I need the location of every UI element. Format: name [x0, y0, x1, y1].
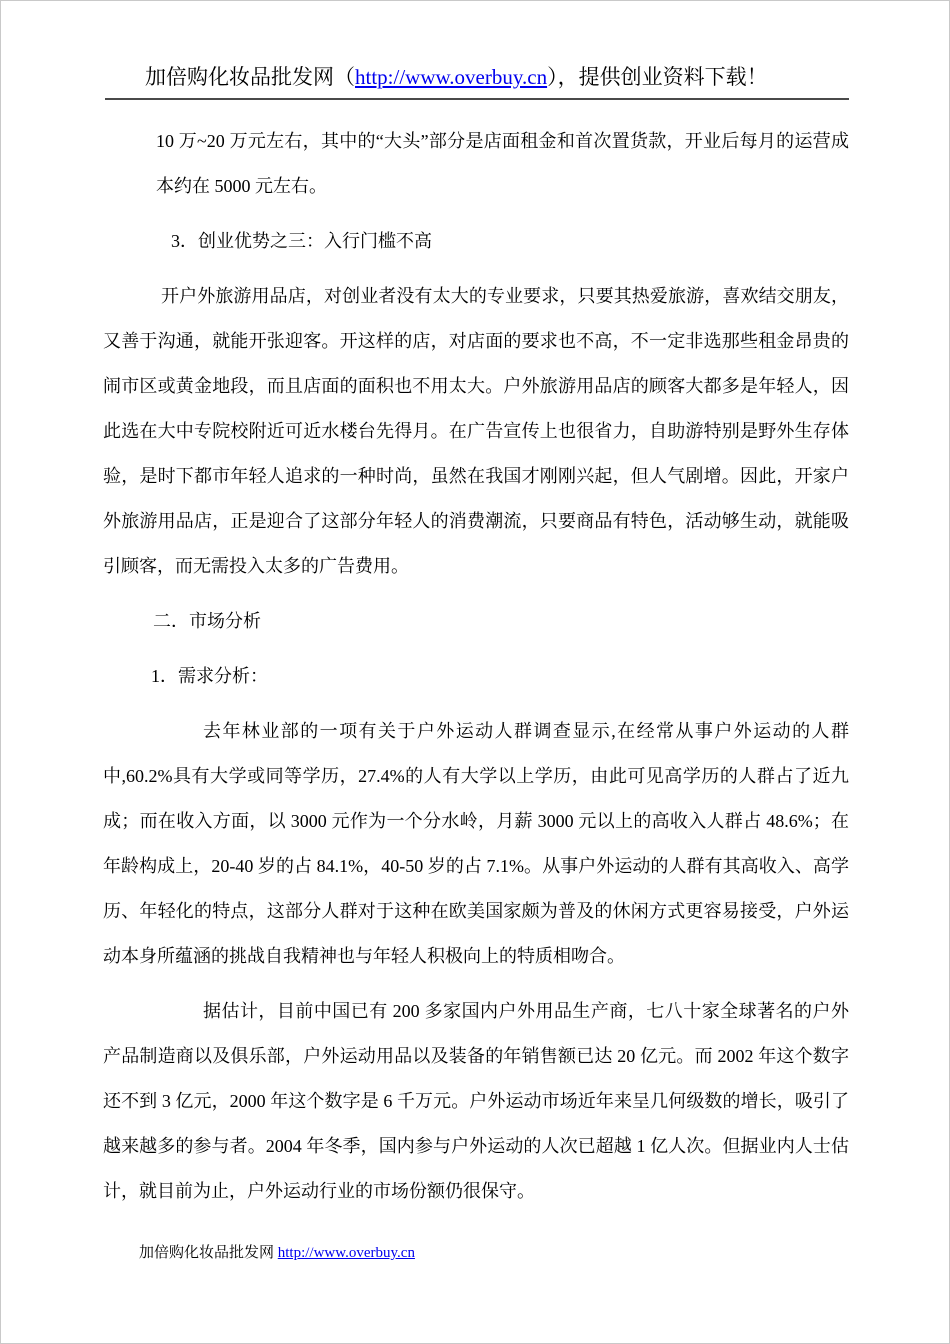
footer-url-link[interactable]: http://www.overbuy.cn [277, 1245, 415, 1261]
header-text-suffix: ），提供创业资料下载！ [547, 65, 768, 89]
header-url-link[interactable]: http://www.overbuy.cn [355, 65, 548, 89]
paragraph: 开户外旅游用品店，对创业者没有太大的专业要求，只要其热爱旅游，喜欢结交朋友，又善于沟通，就能开张迎客。开这样的店，对店面的要求也不高，不一定非选那些租金昂贵的闹市区或黄金地段，而且店面的面积也不用太大。户外旅游用品店的顾客大都多是年轻人，因此选在大中专院校附近可近水楼台先得月。在广告宣传上也很省力，自助游特别是野外生存体验，是时下都市年轻人追求的一种时尚，虽然在我国才刚刚兴起，但人气剧增。因此，开家户外旅游用品店，正是迎合了这部分年轻人的消费潮流，只要商品有特色，活动够生动，就能吸引顾客，而无需投入太多的广告费用。 [103, 286, 849, 576]
heading: 3．创业优势之三：入行门槛不高 [171, 231, 432, 251]
header-text-prefix: 加倍购化妆品批发网（ [145, 65, 355, 89]
heading: 二．市场分析 [153, 611, 261, 631]
page-header [105, 63, 849, 100]
document-body [103, 119, 849, 1224]
paragraph: 10 万~20 万元左右，其中的“大头”部分是店面租金和首次置货款，开业后每月的运营成本约在 5000 元左右。 [156, 131, 849, 196]
paragraph: 据估计，目前中国已有 200 多家国内户外用品生产商，七八十家全球著名的户外产品制造商以及俱乐部，户外运动用品以及装备的年销售额已达 20 亿元。而 2002 年这个数字还不到 3 亿元，2000 年这个数字是 6 千万元。户外运动市场近年来呈几何级数的增长，吸引了越来越多的参与者。2004 年冬季，国内参与户外运动的人次已超越 1 亿人次。但据业内人士估计，就目前为止，户外运动行业的市场份额仍很保守。 [103, 1001, 849, 1201]
heading: 1．需求分析： [151, 666, 268, 686]
page-footer [139, 1243, 415, 1263]
paragraph: 去年林业部的一项有关于户外运动人群调查显示,在经常从事户外运动的人群中,60.2%具有大学或同等学历，27.4%的人有大学以上学历，由此可见高学历的人群占了近九成；而在收入方面，以 3000 元作为一个分水岭，月薪 3000 元以上的高收入人群占 48.6%；在年龄构成上，20-40 岁的占 84.1%，40-50 岁的占 7.1%。从事户外运动的人群有其高收入、高学历、年轻化的特点，这部分人群对于这种在欧美国家颇为普及的休闲方式更容易接受，户外运动本身所蕴涵的挑战自我精神也与年轻人积极向上的特质相吻合。 [103, 721, 849, 966]
footer-text-prefix: 加倍购化妆品批发网 [139, 1245, 278, 1261]
